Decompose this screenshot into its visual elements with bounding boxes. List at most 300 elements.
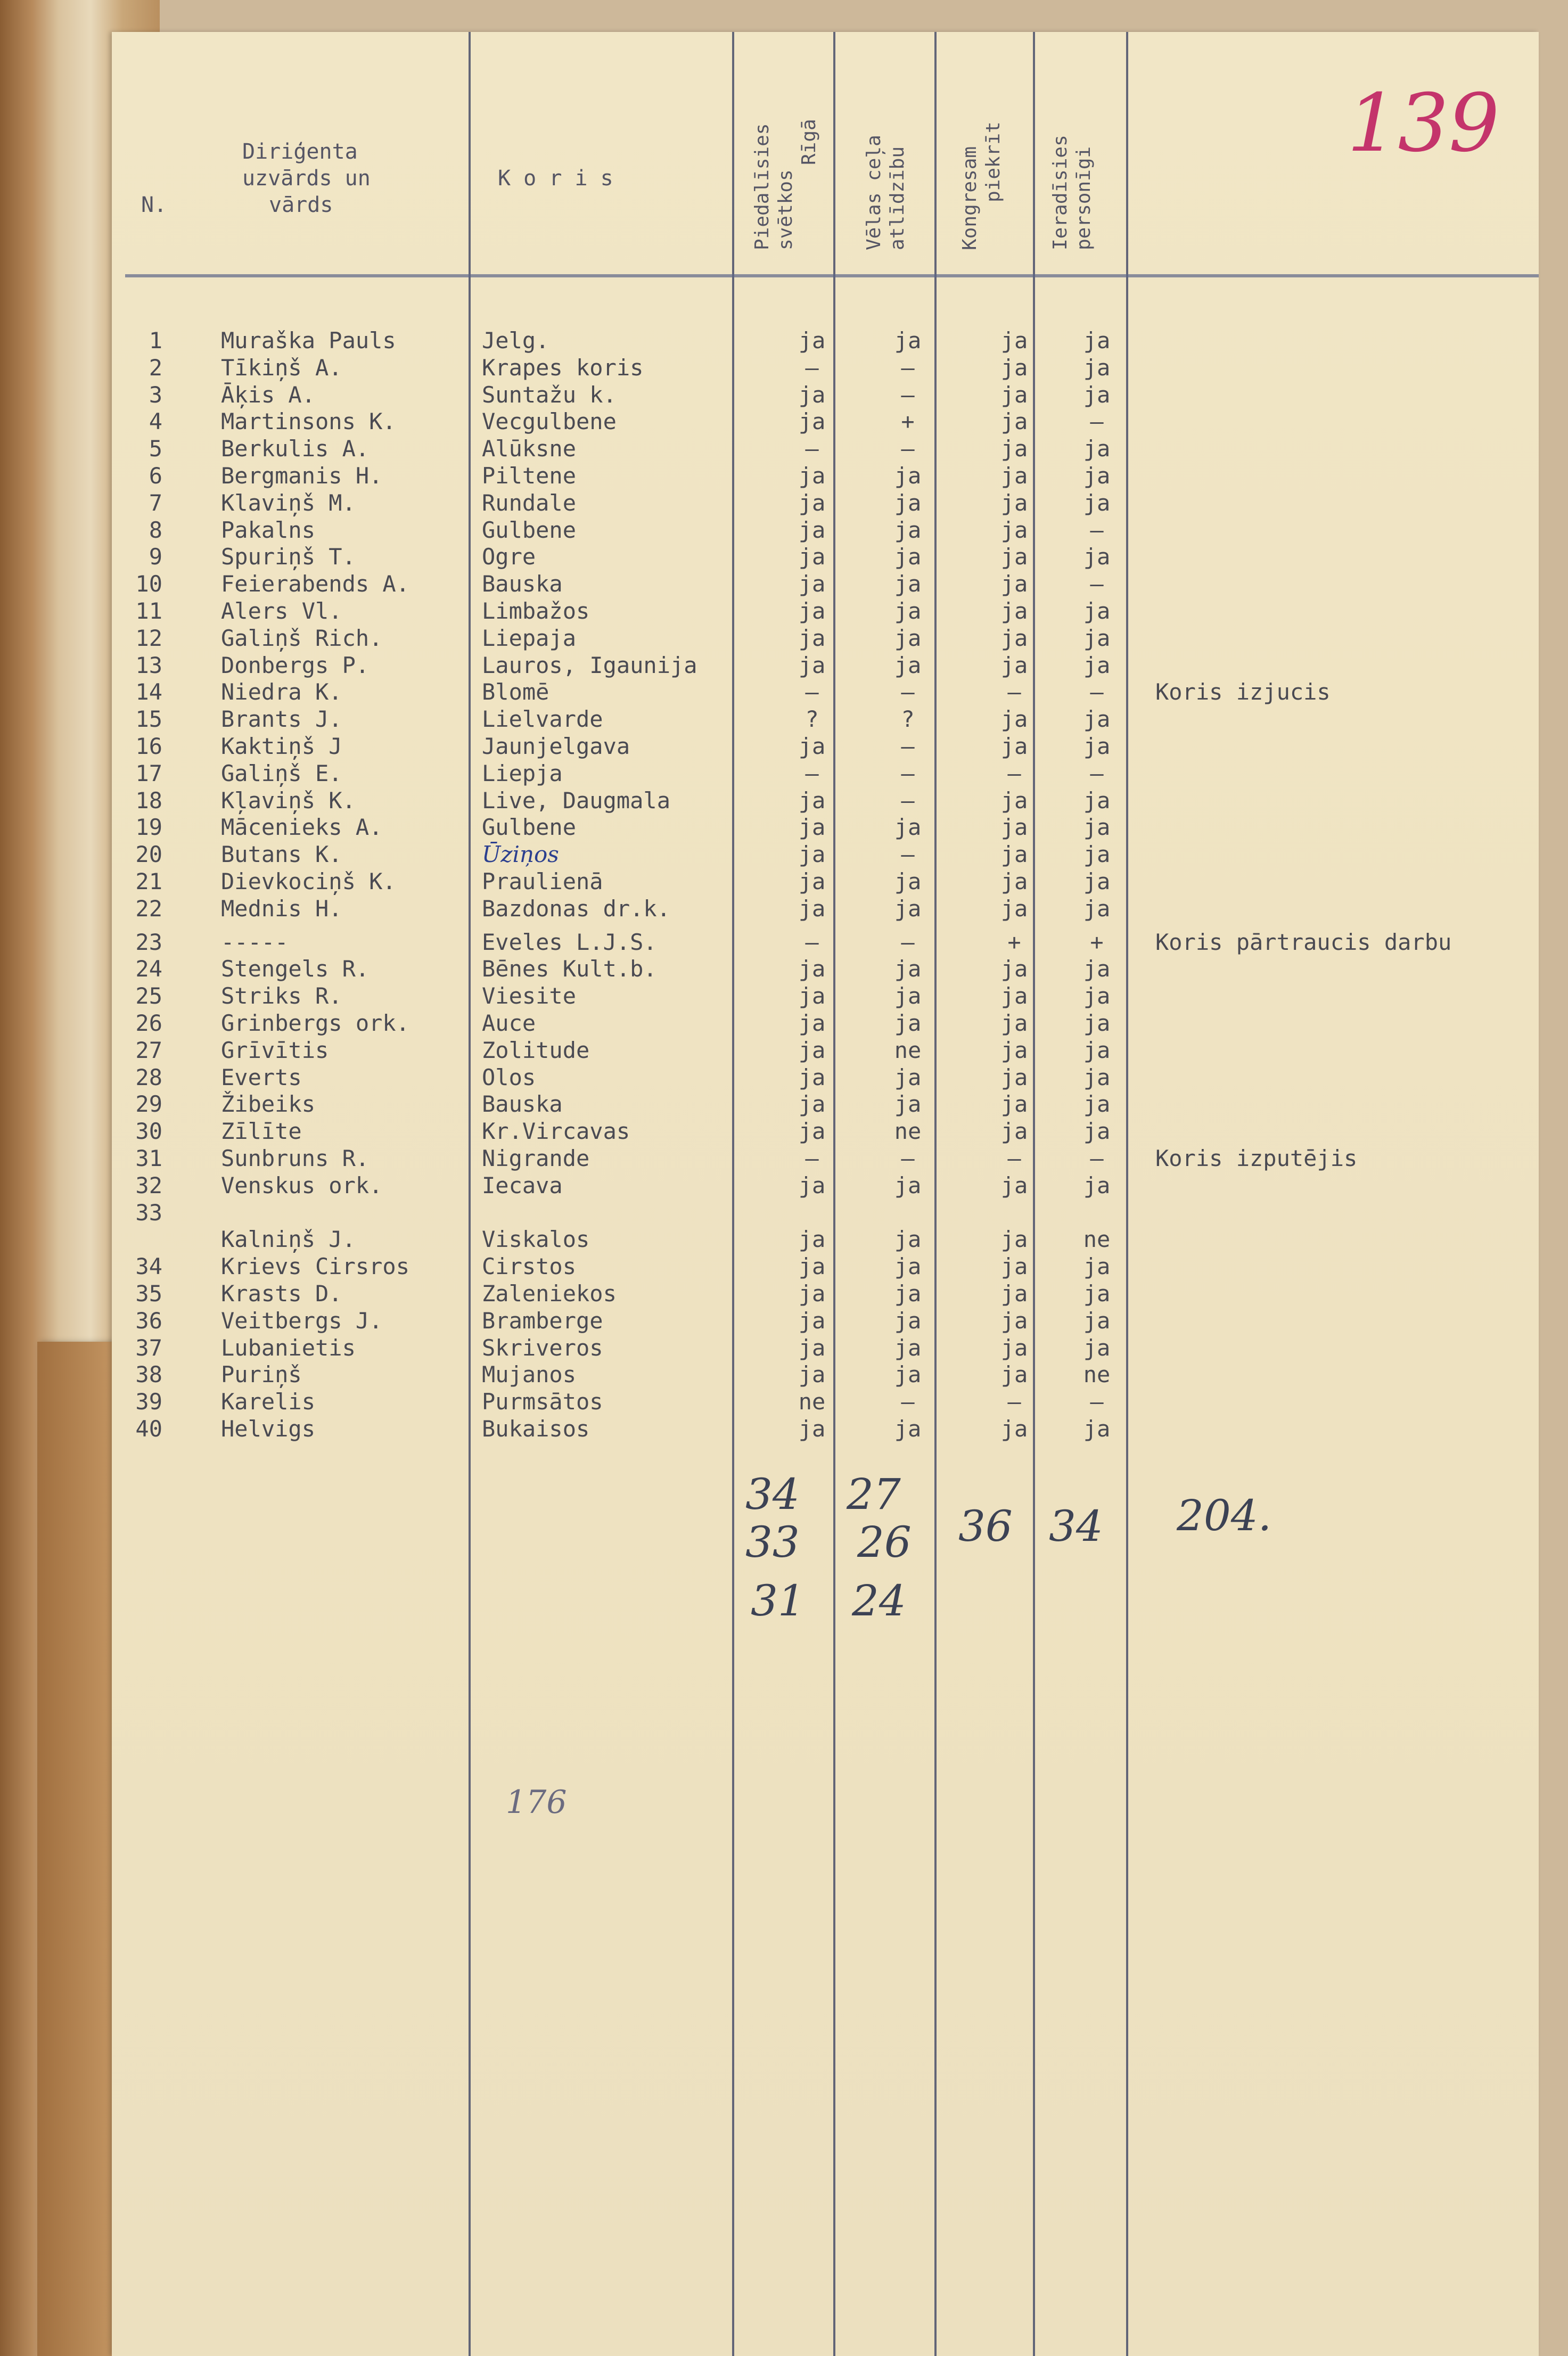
row-number: 35 bbox=[135, 1280, 162, 1307]
tally-b-1: 27 bbox=[847, 1470, 901, 1519]
row-number: 6 bbox=[149, 463, 162, 489]
row-number: 12 bbox=[135, 625, 162, 651]
row-number: 11 bbox=[135, 598, 162, 624]
participates-cell: ja bbox=[798, 544, 826, 570]
travel-refund-cell: ja bbox=[894, 1091, 922, 1118]
choir-name: Kr.Vircavas bbox=[482, 1118, 630, 1145]
travel-refund-cell: – bbox=[901, 1145, 915, 1171]
table-row bbox=[112, 544, 1539, 570]
header-choir: K o r i s bbox=[498, 166, 613, 191]
header-col-b-2: atlīdzību bbox=[886, 146, 908, 250]
travel-refund-cell: ja bbox=[894, 625, 922, 651]
congress-agrees-cell: ja bbox=[1000, 1037, 1028, 1063]
congress-agrees-cell: ja bbox=[1000, 652, 1028, 678]
congress-agrees-cell: ja bbox=[1000, 1361, 1028, 1388]
conductor-name: Lubanietis bbox=[221, 1334, 356, 1361]
attends-personally-cell: – bbox=[1090, 408, 1104, 435]
participates-cell: ja bbox=[798, 733, 826, 759]
travel-refund-cell: ne bbox=[894, 1037, 922, 1063]
choir-name: Ogre bbox=[482, 544, 536, 570]
table-row bbox=[112, 1226, 1539, 1253]
row-number: 2 bbox=[149, 354, 162, 381]
choir-name: Bauska bbox=[482, 1091, 563, 1118]
row-number: 29 bbox=[135, 1091, 162, 1118]
conductor-name: Zīlīte bbox=[221, 1118, 302, 1145]
row-number: 10 bbox=[135, 571, 162, 597]
travel-refund-cell: ja bbox=[894, 1416, 922, 1442]
attends-personally-cell: + bbox=[1090, 929, 1104, 955]
travel-refund-cell: ja bbox=[894, 652, 922, 678]
congress-agrees-cell: ja bbox=[1000, 814, 1028, 841]
congress-agrees-cell: ja bbox=[1000, 1172, 1028, 1198]
conductor-name: Everts bbox=[221, 1064, 302, 1090]
participates-cell: ja bbox=[798, 787, 826, 814]
table-row bbox=[112, 652, 1539, 679]
attends-personally-cell: ja bbox=[1083, 1416, 1111, 1442]
choir-name: Purmsātos bbox=[482, 1389, 603, 1415]
header-col-d-2: personīgi bbox=[1073, 146, 1095, 250]
header-col-a-2: svētkos bbox=[775, 169, 797, 250]
table-row bbox=[112, 408, 1539, 435]
attends-personally-cell: ja bbox=[1083, 1280, 1111, 1307]
header-col-b-1: Vēlas ceļa bbox=[863, 135, 885, 250]
header-col-d-1: Ieradīsies bbox=[1049, 135, 1071, 250]
table-row bbox=[112, 1037, 1539, 1064]
participates-cell: ja bbox=[798, 1064, 826, 1090]
congress-agrees-cell: ja bbox=[1000, 1064, 1028, 1090]
attends-personally-cell: ja bbox=[1083, 895, 1111, 922]
choir-name: Bazdonas dr.k. bbox=[482, 895, 671, 922]
congress-agrees-cell: – bbox=[1007, 1389, 1021, 1415]
header-col-c-1: Kongresam bbox=[959, 146, 981, 250]
choir-name: Krapes koris bbox=[482, 354, 644, 381]
attends-personally-cell: ja bbox=[1083, 733, 1111, 759]
attends-personally-cell: ja bbox=[1083, 814, 1111, 841]
row-number: 28 bbox=[135, 1064, 162, 1090]
travel-refund-cell: – bbox=[901, 436, 915, 462]
travel-refund-cell: – bbox=[901, 760, 915, 786]
conductor-name: Pakalns bbox=[221, 516, 316, 543]
remark-cell: Koris izputējis bbox=[1155, 1145, 1358, 1171]
travel-refund-cell: ja bbox=[894, 544, 922, 570]
congress-agrees-cell: ja bbox=[1000, 516, 1028, 543]
attends-personally-cell: ja bbox=[1083, 1253, 1111, 1280]
congress-agrees-cell: ja bbox=[1000, 1334, 1028, 1361]
remark-cell: Koris izjucis bbox=[1155, 679, 1331, 705]
tally-d: 34 bbox=[1049, 1501, 1103, 1551]
row-number: 33 bbox=[135, 1199, 162, 1226]
choir-name: Nigrande bbox=[482, 1145, 590, 1171]
row-number: 13 bbox=[135, 652, 162, 678]
table-row bbox=[112, 1010, 1539, 1037]
table-row bbox=[112, 1389, 1539, 1415]
table-row bbox=[112, 1172, 1539, 1199]
choir-name: Cirstos bbox=[482, 1253, 577, 1280]
congress-agrees-cell: ja bbox=[1000, 1253, 1028, 1280]
choir-name: Iecava bbox=[482, 1172, 563, 1198]
table-row bbox=[112, 355, 1539, 381]
conductor-name: Galiņš Rich. bbox=[221, 625, 383, 651]
conductor-name: Feierabends A. bbox=[221, 571, 410, 597]
table-row bbox=[112, 490, 1539, 516]
conductor-name: Muraška Pauls bbox=[221, 327, 396, 354]
conductor-name: Berkulis A. bbox=[221, 436, 370, 462]
conductor-name: Grīvītis bbox=[221, 1037, 329, 1063]
travel-refund-cell: ja bbox=[894, 516, 922, 543]
row-number: 18 bbox=[135, 787, 162, 814]
participates-cell: ja bbox=[798, 489, 826, 516]
travel-refund-cell: – bbox=[901, 679, 915, 705]
page-number: 139 bbox=[1347, 77, 1500, 170]
choir-name: Skriveros bbox=[482, 1334, 603, 1361]
participates-cell: ja bbox=[798, 814, 826, 841]
header-col-a-3: Rīgā bbox=[798, 119, 820, 165]
attends-personally-cell: ja bbox=[1083, 544, 1111, 570]
attends-personally-cell: ja bbox=[1083, 652, 1111, 678]
attends-personally-cell: – bbox=[1090, 1145, 1104, 1171]
choir-name: Olos bbox=[482, 1064, 536, 1090]
participates-cell: ja bbox=[798, 868, 826, 894]
congress-agrees-cell: ja bbox=[1000, 1280, 1028, 1307]
participates-cell: ja bbox=[798, 327, 826, 354]
congress-agrees-cell: ja bbox=[1000, 841, 1028, 868]
row-number: 19 bbox=[135, 814, 162, 841]
conductor-name: Žibeiks bbox=[221, 1091, 316, 1118]
choir-name: Suntažu k. bbox=[482, 381, 617, 408]
choir-name: Mujanos bbox=[482, 1361, 577, 1388]
congress-agrees-cell: ja bbox=[1000, 1010, 1028, 1036]
table-row bbox=[112, 571, 1539, 597]
travel-refund-cell: ja bbox=[894, 1307, 922, 1334]
participates-cell: ja bbox=[798, 1334, 826, 1361]
header-n: N. bbox=[141, 193, 167, 217]
table-row bbox=[112, 1308, 1539, 1334]
table-row bbox=[112, 983, 1539, 1009]
header-col-c-2: piekrīt bbox=[982, 121, 1004, 202]
travel-refund-cell: ja bbox=[894, 571, 922, 597]
row-number: 15 bbox=[135, 706, 162, 733]
congress-agrees-cell: ja bbox=[1000, 706, 1028, 733]
participates-cell: ja bbox=[798, 1416, 826, 1442]
travel-refund-cell: – bbox=[901, 354, 915, 381]
congress-agrees-cell: ja bbox=[1000, 408, 1028, 435]
table-row bbox=[112, 517, 1539, 544]
conductor-name: Mācenieks A. bbox=[221, 814, 383, 841]
attends-personally-cell: ja bbox=[1083, 1091, 1111, 1118]
table-row bbox=[112, 868, 1539, 895]
participates-cell: ja bbox=[798, 408, 826, 435]
table-row bbox=[112, 929, 1539, 956]
participates-cell: ja bbox=[798, 1307, 826, 1334]
attends-personally-cell: ja bbox=[1083, 354, 1111, 381]
table-row bbox=[112, 1416, 1539, 1442]
choir-name: Blomē bbox=[482, 679, 549, 705]
participates-cell: ja bbox=[798, 983, 826, 1009]
conductor-name: Galiņš E. bbox=[221, 760, 342, 786]
table-row bbox=[112, 327, 1539, 354]
choir-name: Auce bbox=[482, 1010, 536, 1036]
congress-agrees-cell: + bbox=[1007, 929, 1021, 955]
table-row bbox=[112, 760, 1539, 787]
conductor-name: Āķis A. bbox=[221, 381, 316, 408]
travel-refund-cell: – bbox=[901, 733, 915, 759]
travel-refund-cell: ja bbox=[894, 1334, 922, 1361]
table-row bbox=[112, 1335, 1539, 1361]
travel-refund-cell: ja bbox=[894, 895, 922, 922]
travel-refund-cell: ne bbox=[894, 1118, 922, 1145]
row-number: 16 bbox=[135, 733, 162, 759]
participates-cell: ja bbox=[798, 571, 826, 597]
congress-agrees-cell: ja bbox=[1000, 868, 1028, 894]
travel-refund-cell: ja bbox=[894, 1253, 922, 1280]
conductor-name: Mednis H. bbox=[221, 895, 342, 922]
participates-cell: ja bbox=[798, 463, 826, 489]
choir-name: Jaunjelgava bbox=[482, 733, 630, 759]
travel-refund-cell: ? bbox=[901, 706, 915, 733]
participates-cell: ja bbox=[798, 516, 826, 543]
attends-personally-cell: ja bbox=[1083, 1334, 1111, 1361]
conductor-name: Sunbruns R. bbox=[221, 1145, 370, 1171]
row-number: 17 bbox=[135, 760, 162, 786]
row-number: 40 bbox=[135, 1416, 162, 1442]
congress-agrees-cell: ja bbox=[1000, 787, 1028, 814]
table-row bbox=[112, 1253, 1539, 1280]
conductor-name: Klaviņš M. bbox=[221, 489, 356, 516]
congress-agrees-cell: ja bbox=[1000, 1307, 1028, 1334]
conductor-name: Dievkociņš K. bbox=[221, 868, 396, 894]
travel-refund-cell: ja bbox=[894, 1010, 922, 1036]
congress-agrees-cell: ja bbox=[1000, 354, 1028, 381]
travel-refund-cell: – bbox=[901, 841, 915, 868]
remark-cell: Koris pārtraucis darbu bbox=[1155, 929, 1452, 955]
travel-refund-cell: – bbox=[901, 1389, 915, 1415]
travel-refund-cell: – bbox=[901, 787, 915, 814]
conductor-name: Helvigs bbox=[221, 1416, 316, 1442]
congress-agrees-cell: ja bbox=[1000, 983, 1028, 1009]
conductor-name: Striks R. bbox=[221, 983, 342, 1009]
header-conductor-1: Diriģenta bbox=[242, 139, 358, 164]
congress-agrees-cell: ja bbox=[1000, 381, 1028, 408]
row-number: 32 bbox=[135, 1172, 162, 1198]
travel-refund-cell: ja bbox=[894, 983, 922, 1009]
congress-agrees-cell: ja bbox=[1000, 598, 1028, 624]
table-row bbox=[112, 463, 1539, 489]
table-row bbox=[112, 598, 1539, 625]
conductor-name: Brants J. bbox=[221, 706, 342, 733]
choir-name: Viskalos bbox=[482, 1226, 590, 1253]
row-number: 5 bbox=[149, 436, 162, 462]
choir-name: Gulbene bbox=[482, 814, 577, 841]
choir-name: Bēnes Kult.b. bbox=[482, 956, 657, 982]
participates-cell: ja bbox=[798, 1226, 826, 1253]
choir-name: Limbažos bbox=[482, 598, 590, 624]
attends-personally-cell: – bbox=[1090, 516, 1104, 543]
conductor-name: ----- bbox=[221, 929, 289, 955]
attends-personally-cell: – bbox=[1090, 679, 1104, 705]
participates-cell: ja bbox=[798, 625, 826, 651]
travel-refund-cell: ja bbox=[894, 327, 922, 354]
conductor-name: Alers Vl. bbox=[221, 598, 342, 624]
choir-name: Alūksne bbox=[482, 436, 577, 462]
congress-agrees-cell: – bbox=[1007, 760, 1021, 786]
attends-personally-cell: ja bbox=[1083, 1172, 1111, 1198]
tally-b-3: 24 bbox=[852, 1576, 906, 1626]
conductor-name: Spuriņš T. bbox=[221, 544, 356, 570]
conductor-name: Kaktiņš J bbox=[221, 733, 342, 759]
congress-agrees-cell: ja bbox=[1000, 1226, 1028, 1253]
choir-name: Lauros, Igaunija bbox=[482, 652, 697, 678]
table-row bbox=[112, 436, 1539, 462]
participates-cell: ja bbox=[798, 652, 826, 678]
table-row bbox=[112, 896, 1539, 922]
row-number: 36 bbox=[135, 1307, 162, 1334]
travel-refund-cell: ja bbox=[894, 489, 922, 516]
tally-a-1: 34 bbox=[745, 1470, 800, 1519]
table-row bbox=[112, 787, 1539, 814]
conductor-name: Kļaviņš K. bbox=[221, 787, 356, 814]
tally-total: 204. bbox=[1177, 1491, 1272, 1540]
conductor-name: Martinsons K. bbox=[221, 408, 396, 435]
conductor-name: Bergmanis H. bbox=[221, 463, 383, 489]
participates-cell: ja bbox=[798, 1280, 826, 1307]
header-rule bbox=[125, 274, 1539, 277]
travel-refund-cell: – bbox=[901, 381, 915, 408]
congress-agrees-cell: – bbox=[1007, 679, 1021, 705]
congress-agrees-cell: ja bbox=[1000, 1118, 1028, 1145]
row-number: 24 bbox=[135, 956, 162, 982]
participates-cell: ja bbox=[798, 598, 826, 624]
row-number: 14 bbox=[135, 679, 162, 705]
attends-personally-cell: ne bbox=[1083, 1226, 1111, 1253]
congress-agrees-cell: ja bbox=[1000, 571, 1028, 597]
attends-personally-cell: ja bbox=[1083, 1010, 1111, 1036]
participates-cell: – bbox=[805, 436, 819, 462]
conductor-name: Stengels R. bbox=[221, 956, 370, 982]
participates-cell: ? bbox=[805, 706, 819, 733]
congress-agrees-cell: ja bbox=[1000, 956, 1028, 982]
travel-refund-cell: – bbox=[901, 929, 915, 955]
choir-name: Liepja bbox=[482, 760, 563, 786]
tally-b-2: 26 bbox=[857, 1517, 912, 1567]
row-number: 1 bbox=[149, 327, 162, 354]
attends-personally-cell: – bbox=[1090, 760, 1104, 786]
conductor-name: Grinbergs ork. bbox=[221, 1010, 410, 1036]
row-number: 21 bbox=[135, 868, 162, 894]
table-row bbox=[112, 733, 1539, 760]
table-row bbox=[112, 706, 1539, 733]
choir-name: Viesite bbox=[482, 983, 577, 1009]
attends-personally-cell: ja bbox=[1083, 463, 1111, 489]
conductor-name: Kalniņš J. bbox=[221, 1226, 356, 1253]
choir-name: Live, Daugmala bbox=[482, 787, 671, 814]
congress-agrees-cell: ja bbox=[1000, 489, 1028, 516]
row-number: 4 bbox=[149, 408, 162, 435]
attends-personally-cell: ja bbox=[1083, 625, 1111, 651]
congress-agrees-cell: ja bbox=[1000, 895, 1028, 922]
congress-agrees-cell: ja bbox=[1000, 436, 1028, 462]
choir-name: Bauska bbox=[482, 571, 563, 597]
tally-c: 36 bbox=[958, 1501, 1013, 1551]
table-row bbox=[112, 1118, 1539, 1145]
participates-cell: ja bbox=[798, 956, 826, 982]
attends-personally-cell: ne bbox=[1083, 1361, 1111, 1388]
participates-cell: ja bbox=[798, 1361, 826, 1388]
congress-agrees-cell: ja bbox=[1000, 327, 1028, 354]
attends-personally-cell: ja bbox=[1083, 956, 1111, 982]
choir-name: Jelg. bbox=[482, 327, 549, 354]
participates-cell: ja bbox=[798, 895, 826, 922]
participates-cell: – bbox=[805, 679, 819, 705]
table-row bbox=[112, 1091, 1539, 1118]
row-number: 9 bbox=[149, 544, 162, 570]
attends-personally-cell: ja bbox=[1083, 1118, 1111, 1145]
congress-agrees-cell: ja bbox=[1000, 463, 1028, 489]
participates-cell: ne bbox=[798, 1389, 826, 1415]
row-number: 7 bbox=[149, 489, 162, 516]
row-number: 31 bbox=[135, 1145, 162, 1171]
participates-cell: ja bbox=[798, 1118, 826, 1145]
choir-name: Ūziņos bbox=[482, 841, 559, 868]
attends-personally-cell: ja bbox=[1083, 1037, 1111, 1063]
attends-personally-cell: – bbox=[1090, 571, 1104, 597]
table-row bbox=[112, 1064, 1539, 1091]
row-number: 38 bbox=[135, 1361, 162, 1388]
conductor-name: Puriņš bbox=[221, 1361, 302, 1388]
choir-name: Piltene bbox=[482, 463, 577, 489]
congress-agrees-cell: ja bbox=[1000, 733, 1028, 759]
attends-personally-cell: ja bbox=[1083, 983, 1111, 1009]
conductor-name: Krievs Cirsros bbox=[221, 1253, 410, 1280]
row-number: 39 bbox=[135, 1389, 162, 1415]
conductor-name: Veitbergs J. bbox=[221, 1307, 383, 1334]
table-row bbox=[112, 814, 1539, 841]
attends-personally-cell: ja bbox=[1083, 436, 1111, 462]
choir-name: Vecgulbene bbox=[482, 408, 617, 435]
conductor-name: Tīkiņš A. bbox=[221, 354, 342, 381]
row-number: 34 bbox=[135, 1253, 162, 1280]
table-row bbox=[112, 1200, 1539, 1226]
header-conductor-2: uzvārds un bbox=[242, 166, 371, 191]
table-row bbox=[112, 1361, 1539, 1388]
travel-refund-cell: ja bbox=[894, 814, 922, 841]
row-number: 23 bbox=[135, 929, 162, 955]
choir-name: Rundale bbox=[482, 489, 577, 516]
tally-a-3: 31 bbox=[751, 1576, 805, 1626]
attends-personally-cell: ja bbox=[1083, 489, 1111, 516]
attends-personally-cell: ja bbox=[1083, 868, 1111, 894]
choir-name: Liepaja bbox=[482, 625, 577, 651]
travel-refund-cell: ja bbox=[894, 1280, 922, 1307]
congress-agrees-cell: – bbox=[1007, 1145, 1021, 1171]
conductor-name: Karelis bbox=[221, 1389, 316, 1415]
row-number: 27 bbox=[135, 1037, 162, 1063]
participates-cell: – bbox=[805, 929, 819, 955]
conductor-name: Donbergs P. bbox=[221, 652, 370, 678]
participates-cell: – bbox=[805, 354, 819, 381]
travel-refund-cell: ja bbox=[894, 463, 922, 489]
congress-agrees-cell: ja bbox=[1000, 544, 1028, 570]
congress-agrees-cell: ja bbox=[1000, 1416, 1028, 1442]
attends-personally-cell: ja bbox=[1083, 841, 1111, 868]
travel-refund-cell: ja bbox=[894, 598, 922, 624]
choir-name: Bramberge bbox=[482, 1307, 603, 1334]
table-row bbox=[112, 841, 1539, 868]
participates-cell: – bbox=[805, 1145, 819, 1171]
row-number: 30 bbox=[135, 1118, 162, 1145]
travel-refund-cell: ja bbox=[894, 956, 922, 982]
choir-name: Gulbene bbox=[482, 516, 577, 543]
choir-name: Bukaisos bbox=[482, 1416, 590, 1442]
